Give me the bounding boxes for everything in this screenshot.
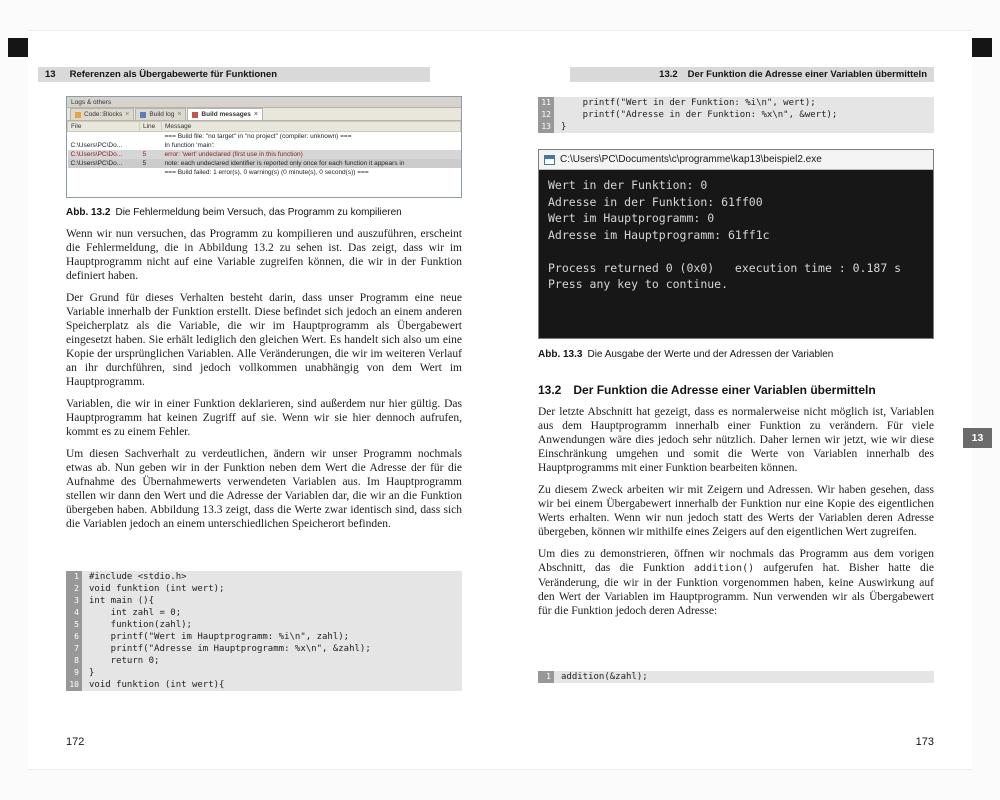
page-left [28,30,500,770]
cell-message: In function 'main': [164,141,215,149]
figure-caption-label: Abb. 13.3 [538,349,583,360]
console-line: Press any key to continue. [548,277,729,291]
page-right [500,30,972,770]
code-text: #include <stdio.h> [89,572,187,582]
page-number-right: 173 [915,736,934,748]
cell-line [140,168,162,177]
build-log-icon [140,112,146,118]
line-number: 3 [66,595,82,607]
codeblocks-icon [75,112,81,118]
code-text: return 0; [89,656,160,666]
cell-message: === Build failed: 1 error(s), 0 warning(s) (0 minute(s), 0 second(s)) === [164,168,369,176]
code-text: void funktion (int wert){ [89,680,225,690]
tab-close-icon[interactable]: × [253,111,259,118]
line-number: 8 [66,655,82,667]
console-line: Adresse im Hauptprogramm: 61ff1c [548,227,770,242]
cell-line: 5 [140,150,162,159]
cell-file [68,168,140,177]
console-title: C:\Users\PC\Documents\c\programme\kap13\beispiel2.exe [560,154,822,165]
running-head-left [38,67,430,82]
code-text: int main (){ [89,596,155,606]
codeblocks-build-window [66,96,462,198]
cell-line: 5 [140,159,162,168]
code-text: printf("Wert im Hauptprogramm: %i\n", zahl); [89,632,350,642]
line-number: 5 [66,619,82,631]
body-text-left [66,227,462,539]
code-text: } [89,668,95,678]
logs-pane-titlebar [67,97,461,108]
code-text: printf("Adresse in der Funktion: %x\n", &wert); [561,110,838,120]
console-line: Wert im Hauptprogramm: 0 [548,211,715,225]
code-line [66,643,462,655]
code-text: printf("Adresse im Hauptprogramm: %x\n", &zahl); [89,644,371,654]
logs-pane-title: Logs & others [71,98,112,106]
cell-line [140,132,162,141]
section-heading-13-2 [538,383,934,397]
tab-build-log-label: Build log [149,111,175,118]
code-text: int zahl = 0; [89,608,182,618]
code-text: printf("Wert in der Funktion: %i\n", wert); [561,98,816,108]
code-line [538,97,934,109]
code-line [66,667,462,679]
paragraph: Der letzte Abschnitt hat gezeigt, dass es normalerweise nicht möglich ist, Variablen aus dem Hauptprogramm innerhalb einer Funktion zu verändern. Für viele Anwendungen wäre dies jedoch sehr nützlich. Daher lernen wir jetzt, wie wir diese Einschränkung umgehen und somit die Werte von Variablen innerhalb des Hauptprogramms mit einer Funktion bearbeiten können. [538,406,934,474]
section-title: Der Funktion die Adresse einer Variablen übermitteln [573,383,876,397]
code-text: void funktion (int wert); [89,584,225,594]
running-head-section-number: 13.2 [659,69,678,80]
console-line [548,243,924,260]
line-number: 6 [66,631,82,643]
code-listing-addition-call [538,671,934,683]
figure-caption-label: Abb. 13.2 [66,207,111,218]
console-line: Adresse in der Funktion: 61ff00 [548,194,763,209]
build-message-row[interactable] [68,168,461,177]
line-number: 10 [66,679,82,691]
running-head-chapter-number: 13 [45,69,56,80]
line-number: 2 [66,583,82,595]
paragraph: Wenn wir nun versuchen, das Programm zu kompilieren und auszuführen, erscheint die Fehlermeldung, die in Abbildung 13.2 zu sehen ist. Das zeigt, dass wir im Hauptprogramm nicht auf eine Variable zugreifen können, die wir in der Funktion definiert haben. [66,228,462,282]
inline-code: addition() [693,563,755,574]
line-number: 11 [538,97,554,109]
paragraph: Um diesen Sachverhalt zu verdeutlichen, ändern wir unser Programm nochmals etwas ab. Nun geben wir in der Funktion neben dem Wert die Adresse der für die Aufnahme des Übernahmewerts verwendeten Variablen aus. Im Hauptprogramm stellen wir dann den Wert und die Adresse der Variablen dar, die wir an die Funktion übergeben haben. Abbildung 13.3 zeigt, dass die Werte zwar identisch sind, dass sich die Variablen jedoch an einem unterschiedlichen Speicherort befinden. [66,448,462,530]
code-line [66,595,462,607]
paragraph: Zu diesem Zweck arbeiten wir mit Zeigern und Adressen. Wir haben gesehen, dass wir bei einem Übergabewert innerhalb der Funktion nur eine Kopie des eigentlichen Werts erhalten. Wenn wir nun jedoch statt des Werts der Variablen deren Adresse übergeben, können wir mithilfe eines Zeigers auf den eigentlichen Wert zugreifen. [538,484,934,538]
build-messages-header-row [68,122,461,132]
build-message-row[interactable] [68,141,461,150]
cell-file: C:\Users\PC\Do... [68,159,140,168]
cell-file: C:\Users\PC\Do... [68,150,140,159]
running-head-title: Der Funktion die Adresse einer Variablen übermitteln [687,69,927,80]
tab-codeblocks[interactable] [70,108,134,120]
code-text: funktion(zahl); [89,620,192,630]
build-messages-table [67,121,461,177]
code-text: } [561,122,567,132]
code-line [66,631,462,643]
code-line [66,655,462,667]
cell-message: error: 'wert' undeclared (first use in this function) [162,150,461,159]
column-header-message[interactable]: Message [162,122,461,132]
code-line [538,109,934,121]
paragraph-with-code [538,547,934,618]
figure-caption-13-3 [538,349,934,360]
build-message-row-error[interactable] [68,150,461,159]
chapter-thumb-tab: 13 [963,428,992,448]
paragraph-text: aufgerufen hat. Bisher hatte die Veränderung, die wir in der Funktion vorgenommen haben, keine Auswirkung auf den Wert der Variablen im Hauptprogramm. Nun verwenden wir als Übergabewert für die Funktion jedoch deren Adresse: [538,562,935,617]
build-message-row[interactable] [68,132,461,141]
cell-file: C:\Users\PC\Do... [70,141,123,149]
console-titlebar [539,150,933,170]
line-number: 4 [66,607,82,619]
cell-line [140,141,162,150]
tab-build-messages-label: Build messages [201,111,251,118]
tab-build-messages[interactable] [187,108,263,120]
figure-caption-text: Die Ausgabe der Werte und der Adressen der Variablen [587,349,834,360]
code-text: addition(&zahl); [561,672,648,682]
line-number: 1 [538,671,554,683]
cell-file [68,132,140,141]
tab-build-log[interactable] [135,108,186,120]
body-text-right [538,405,934,626]
figure-caption-13-2 [66,207,462,218]
tab-codeblocks-label: Code::Blocks [84,111,123,118]
code-line [66,571,462,583]
paragraph: Der Grund für dieses Verhalten besteht darin, dass unser Programm eine neue Variable innerhalb der Funktion erstellt. Diese befindet sich jedoch an einem anderen Speicherplatz als die Variable, die wir im Hauptprogramm als Übergabewert eingesetzt haben. Sie erhält lediglich den gleichen Wert. Es handelt sich also um eine Kopie der ursprünglichen Variablen. Alle Veränderungen, die wir im weiteren Verlauf an ihr durchführen, sind jedoch vollkommen unabhängig von dem Wert im Hauptprogramm. [66,292,462,388]
chapter-edge-mark-right [972,38,992,57]
figure-caption-text: Die Fehlermeldung beim Versuch, das Programm zu kompilieren [115,207,402,218]
code-line [66,679,462,691]
running-head-right [570,67,934,82]
build-messages-icon [192,112,198,118]
chapter-edge-mark-left [8,38,28,57]
cell-message: === Build file: "no target" in "no project" (compiler: unknown) === [164,132,352,140]
cell-message: note: each undeclared identifier is reported only once for each function it appears in [162,159,461,168]
line-number: 7 [66,643,82,655]
console-output [539,170,933,338]
console-line: Process returned 0 (0x0) execution time : 0.187 s [548,260,902,275]
code-line [66,607,462,619]
line-number: 13 [538,121,554,133]
console-window-icon [544,155,555,165]
logs-tab-bar [67,108,461,121]
page-number-left: 172 [66,736,85,748]
running-head-title: Referenzen als Übergabewerte für Funktionen [69,69,278,80]
code-line [66,619,462,631]
tab-close-icon[interactable]: × [125,111,130,118]
code-listing-main [66,571,462,691]
section-number: 13.2 [538,383,562,397]
line-number: 12 [538,109,554,121]
console-line: Wert in der Funktion: 0 [548,178,708,192]
line-number: 9 [66,667,82,679]
build-message-row-note[interactable] [68,159,461,168]
paragraph: Variablen, die wir in einer Funktion deklarieren, sind außerdem nur hier gültig. Das Hauptprogramm hat keinen Zugriff auf sie. Wenn wir sie hier dennoch aufrufen, kommt es zu einem Fehler. [66,398,462,438]
code-line [538,671,934,683]
column-header-file[interactable]: File [68,122,140,132]
code-listing-continuation [538,97,934,133]
tab-close-icon[interactable]: × [177,111,182,118]
code-line [538,121,934,133]
column-header-line[interactable]: Line [140,122,162,132]
line-number: 1 [66,571,82,583]
code-line [66,583,462,595]
paragraph-text: Um dies zu demonstrieren, öffnen wir nochmals das Programm aus dem vorigen Abschnitt, das die Funktion [538,548,934,574]
console-window [538,149,934,339]
